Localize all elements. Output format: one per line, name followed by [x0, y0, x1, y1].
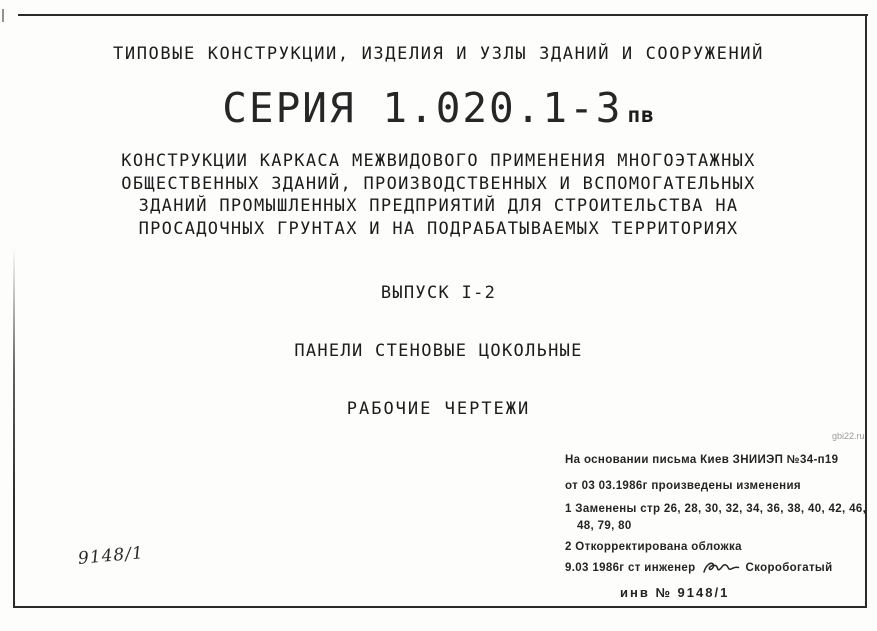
doc-type-title: РАБОЧИЕ ЧЕРТЕЖИ	[346, 399, 531, 419]
series-title	[0, 84, 877, 132]
amendment-note	[565, 454, 865, 604]
frame-bottom-line	[13, 606, 867, 608]
note-replaced-pages-line: 1 Заменены стр 26, 28, 30, 32, 34, 36, 38, 40, 42, 46,	[565, 503, 867, 515]
signature-prefix: 9.03 1986г ст инженер	[565, 562, 696, 574]
series-number: СЕРИЯ 1.020.1-3	[222, 84, 623, 132]
description-line-4: ПРОСАДОЧНЫХ ГРУНТАХ И НА ПОДРАБАТЫВАЕМЫХ ТЕРРИТОРИЯХ	[138, 218, 739, 239]
handwritten-inventory-number: 9148/1	[77, 543, 145, 569]
description-paragraph	[0, 150, 877, 240]
issue-title: ВЫПУСК I-2	[380, 283, 497, 303]
signature-name: Скоробогатый	[745, 562, 833, 574]
description-line-1: КОНСТРУКЦИИ КАРКАСА МЕЖВИДОВОГО ПРИМЕНЕНИЯ МНОГОЭТАЖНЫХ	[121, 151, 756, 171]
note-replaced-pages-continued: 48, 79, 80	[577, 520, 632, 532]
frame-top-line	[18, 14, 868, 16]
inventory-number-line: инв № 9148/1	[620, 585, 730, 600]
document-category-line: ТИПОВЫЕ КОНСТРУКЦИИ, ИЗДЕЛИЯ И УЗЛЫ ЗДАНИЙ И СООРУЖЕНИЙ	[113, 44, 764, 64]
note-date-line: от 03 03.1986г произведены изменения	[565, 480, 801, 492]
note-basis-line: На основании письма Киев ЗНИИЭП №34-п19	[565, 454, 839, 466]
signature-icon	[702, 560, 740, 576]
watermark-text: gbi22.ru	[832, 431, 865, 441]
description-line-2: ОБЩЕСТВЕННЫХ ЗДАНИЙ, ПРОИЗВОДСТВЕННЫХ И ВСПОМОГАТЕЛЬНЫХ	[121, 173, 756, 194]
description-line-3: ЗДАНИЙ ПРОМЫШЛЕННЫХ ПРЕДПРИЯТИЙ ДЛЯ СТРОИТЕЛЬСТВА НА	[138, 196, 739, 216]
note-signature-line	[565, 560, 833, 576]
scan-edge-artifact	[2, 9, 4, 22]
note-cover-corrected-line: 2 Откорректирована обложка	[565, 541, 742, 553]
series-suffix: пв	[627, 103, 655, 127]
subject-title: ПАНЕЛИ СТЕНОВЫЕ ЦОКОЛЬНЫЕ	[294, 341, 583, 361]
